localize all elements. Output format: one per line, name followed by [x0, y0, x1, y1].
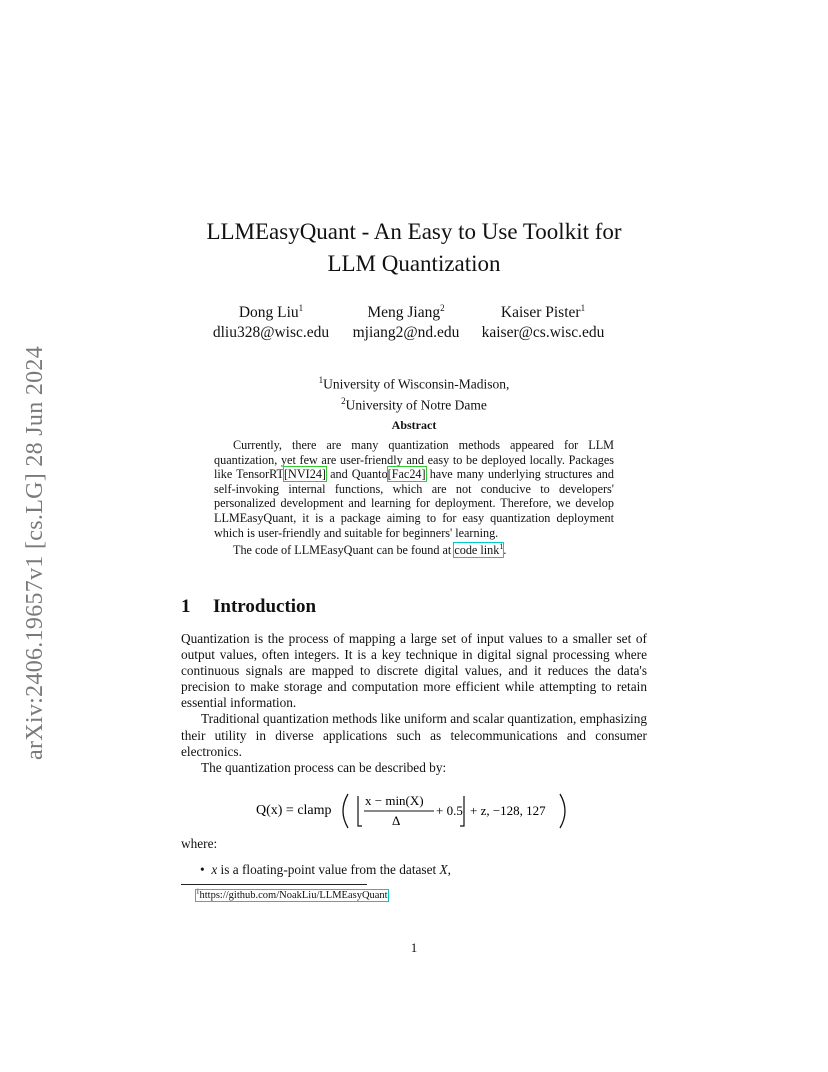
intro-paragraph-2: Traditional quantization methods like uniform and scalar quantization, emphasizing their utility in diverse applications such as telecommunications and consumer electronics. [181, 711, 647, 759]
page-number: 1 [410, 940, 418, 955]
bullet-dot-icon: • [200, 862, 205, 877]
equation-lhs: Q(x) = clamp [256, 803, 332, 818]
affil-mark: 2 [341, 395, 346, 406]
author-2 [343, 298, 469, 343]
title-line-1: LLMEasyQuant - An Easy to Use Toolkit for [206, 219, 622, 244]
bullet-text: is a floating-point value from the dataset [217, 862, 440, 877]
where-label: where: [181, 836, 218, 851]
abstract-paragraph-2 [214, 540, 614, 558]
footnote-mark: 1 [499, 542, 504, 552]
abstract-body [214, 438, 614, 558]
code-link[interactable] [454, 543, 503, 557]
equation-numerator: x − min(X) [365, 793, 424, 808]
abstract-heading: Abstract [391, 418, 437, 432]
citation-nvi24[interactable]: [NVI24] [284, 467, 326, 482]
footnote-link[interactable] [196, 887, 388, 901]
footnote-url: https://github.com/NoakLiu/LLMEasyQuant [199, 889, 388, 901]
footnote-divider [181, 884, 367, 885]
affil-mark: 1 [318, 375, 324, 385]
affiliation-1 [0, 372, 828, 393]
equation-tail: + z, −128, 127 [470, 803, 546, 818]
bullet-set: X [439, 862, 448, 877]
abstract-text: . [503, 543, 507, 558]
section-title: Introduction [213, 596, 317, 617]
footnote [196, 887, 388, 901]
intro-paragraph-3: The quantization process can be described by: [201, 759, 447, 775]
author-name: Kaiser Pister [500, 304, 581, 322]
abstract-text: have many underlying structures and self-invoking internal functions, which are not conducive to developers' personalized development and learning for deployment. Therefore, we develop LLMEasyQuant, it is a package aiming to for easy quantization deployment which is user-friendly and suitable for beginners' learning. [214, 467, 614, 540]
left-paren [343, 794, 348, 828]
author-name: Dong Liu [238, 304, 299, 322]
equation-plus-half: + 0.5 [436, 803, 463, 818]
bullet-var: x [211, 862, 218, 877]
citation-fac24[interactable]: [Fac24] [387, 467, 426, 482]
left-floor-bracket [358, 796, 362, 826]
quantization-equation [256, 790, 576, 837]
title-line-2: LLM Quantization [327, 251, 501, 276]
abstract-text: The code of LLMEasyQuant can be found at [233, 543, 455, 558]
affil-text: University of Wisconsin-Madison, [323, 376, 510, 392]
affiliation-2 [0, 393, 828, 414]
author-affil-mark: 2 [440, 303, 445, 313]
author-email: kaiser@cs.wisc.edu [481, 324, 605, 342]
intro-paragraph-1: Quantization is the process of mapping a large set of input values to a smaller set of output values, often integers. It is a key technique in digital signal processing where continuous signals are mapped to discrete digital values, and it reduces the data's precision to make storage and computation more efficient while attempting to retain essential information. [181, 631, 647, 711]
author-email: mjiang2@nd.edu [352, 324, 460, 342]
equation-graphic [256, 790, 576, 832]
paper-title [120, 216, 708, 280]
affil-text: University of Notre Dame [345, 397, 487, 412]
author-name: Meng Jiang [367, 304, 441, 322]
author-1 [211, 298, 331, 343]
arxiv-stamp: arXiv:2406.19657v1 [cs.LG] 28 Jun 2024 [22, 345, 48, 760]
right-paren [560, 794, 565, 828]
abstract-text: Currently, there are many quantization methods appeared for LLM quantization, yet few are user-friendly and easy to be deployed locally. Packages like TensorRT [214, 438, 614, 482]
author-3 [476, 298, 610, 343]
bullet-item [200, 862, 451, 878]
section-number: 1 [181, 596, 191, 617]
section-heading [181, 596, 316, 618]
footnote-mark: 1 [196, 887, 200, 895]
intro-body [181, 631, 647, 776]
author-email: dliu328@wisc.edu [212, 324, 330, 342]
equation-denominator: Δ [392, 813, 401, 828]
code-link-text: code link [454, 543, 500, 558]
affiliations [0, 372, 828, 413]
abstract-paragraph-1 [214, 438, 614, 540]
abstract-text: and Quanto [325, 467, 388, 482]
bullet-end: , [447, 862, 451, 877]
author-affil-mark: 1 [580, 303, 586, 313]
author-affil-mark: 1 [298, 303, 304, 313]
